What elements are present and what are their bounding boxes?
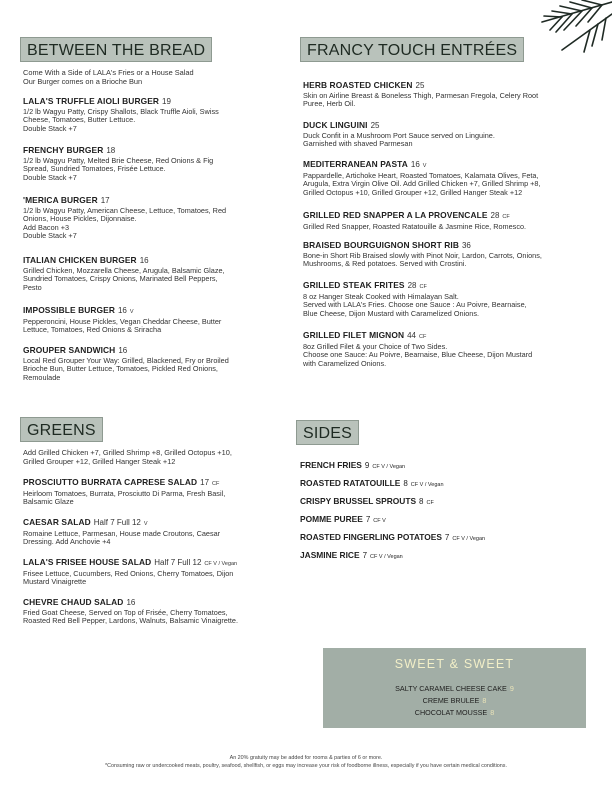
item-price: Half 7 Full 12 — [154, 558, 202, 567]
item-desc: 1/2 lb Wagyu Patty, American Cheese, Lettuce, Tomatoes, Red Onions, House Pickles, Dijonnaise. Add Bacon +3 Double Stack +7 — [23, 205, 227, 241]
item-name: JASMINE RICE — [300, 550, 360, 560]
menu-item-caesar-salad — [23, 518, 220, 547]
item-tag: V — [129, 309, 134, 315]
item-price: 8 — [419, 497, 424, 506]
item-desc: 8oz Grilled Filet & your Choice of Two Sides. Choose one Sauce: Au Poivre, Bearnaise, Blue Cheese, Dijon Mustard with Caramelized Onions. — [303, 341, 533, 368]
item-tag: CF V / Vegan — [452, 536, 486, 542]
item-desc: 8 oz Hanger Steak Cooked with Himalayan Salt. Served with LALA's Fries. Choose one Sauce : Au Poivre, Bearnaise, Blue Cheese, Dijon Mustard with Caramelized Onions. — [303, 291, 527, 318]
item-tag: CF V / Vegan — [410, 482, 444, 488]
menu-item-grouper-sandwich — [23, 346, 229, 382]
menu-item-herb-roasted-chicken — [303, 81, 538, 109]
item-price: 17 — [200, 478, 210, 487]
item-name: IMPOSSIBLE BURGER — [23, 305, 115, 315]
menu-item-merica-burger — [23, 196, 226, 241]
item-desc: Romaine Lettuce, Parmesan, House made Croutons, Caesar Dressing. Add Anchovie +4 — [23, 528, 221, 547]
menu-item-frisee-salad — [23, 558, 237, 587]
item-name: GRILLED STEAK FRITES — [303, 280, 405, 290]
item-price: 28 — [407, 281, 417, 290]
menu-item-italian-chicken-burger — [23, 256, 225, 292]
section-title-greens: GREENS — [20, 417, 103, 442]
consumption-warning: *Consuming raw or undercooked meats, poultry, seafood, shellfish, or eggs may increase your risk of foodborne illness, especially if you have certain medical conditions. — [104, 763, 507, 769]
gratuity-note: An 20% gratuity may be added for rooms & parties of 6 or more. — [229, 755, 383, 761]
item-name: DUCK LINGUINI — [303, 120, 368, 130]
item-tag: CF — [426, 500, 434, 506]
item-tag: CF — [212, 481, 220, 487]
item-price: 8 — [482, 696, 487, 705]
item-tag: CF — [419, 334, 427, 340]
side-item-brussel-sprouts — [300, 496, 434, 506]
item-tag: CF V — [373, 518, 386, 524]
item-price: 16 — [117, 306, 127, 315]
side-item-pomme-puree — [300, 514, 386, 524]
item-price: 28 — [490, 211, 500, 220]
item-name: CAESAR SALAD — [23, 517, 91, 527]
item-price: 25 — [415, 81, 425, 90]
item-tag: CF — [419, 284, 427, 290]
item-desc: Skin on Airline Breast & Boneless Thigh, Parmesan Fregola, Celery Root Puree, Herb Oil. — [303, 90, 539, 109]
item-name: MEDITERRANEAN PASTA — [303, 159, 408, 169]
section-title-francy-touch: FRANCY TOUCH ENTRÉES — [300, 37, 524, 62]
item-price: 17 — [100, 196, 110, 205]
side-item-french-fries — [300, 460, 405, 470]
item-name: HERB ROASTED CHICKEN — [303, 80, 413, 90]
greens-intro: Add Grilled Chicken +7, Grilled Shrimp +8, Grilled Octopus +10, Grilled Grouper +12, Grilled Hanger Steak +12 — [23, 448, 232, 466]
item-name: PROSCIUTTO BURRATA CAPRESE SALAD — [23, 477, 198, 487]
section-title-between-the-bread: BETWEEN THE BREAD — [20, 37, 212, 62]
item-price: 9 — [364, 461, 370, 470]
item-name: CHOCOLAT MOUSSE — [414, 708, 488, 717]
dessert-item-cheesecake — [323, 684, 586, 693]
menu-item-chevre-chaud — [23, 598, 238, 626]
item-desc: Heirloom Tomatoes, Burrata, Prosciutto Di Parma, Fresh Basil, Balsamic Glaze — [23, 488, 226, 507]
item-name: SALTY CARAMEL CHEESE CAKE — [395, 684, 507, 693]
burger-intro: Come With a Side of LALA's Fries or a House Salad Our Burger comes on a Brioche Bun — [23, 68, 194, 86]
dessert-panel — [323, 648, 586, 728]
item-name: ROASTED FINGERLING POTATOES — [300, 532, 442, 542]
menu-item-burrata-caprese — [23, 478, 225, 507]
item-desc: Pappardelle, Artichoke Heart, Roasted Tomatoes, Kalamata Olives, Feta, Arugula, Extra Virgin Olive Oil. Add Grilled Chicken +7, Grilled Shrimp +8, Grilled Octopus +10, Grilled Grouper +12, Grilled Hanger Steak +12 — [303, 170, 541, 197]
side-item-ratatouille — [300, 478, 444, 488]
item-price: 16 — [126, 598, 136, 607]
item-name: GRILLED RED SNAPPER A LA PROVENCALE — [303, 210, 488, 220]
item-desc: 1/2 lb Wagyu Patty, Melted Brie Cheese, Red Onions & Fig Spread, Sundried Tomatoes, Frisée Lettuce. Double Stack +7 — [23, 155, 214, 182]
menu-item-duck-linguini — [303, 121, 495, 149]
item-desc: Duck Confit in a Mushroom Port Sauce served on Linguine. Garnished with shaved Parmesan — [303, 130, 495, 149]
dessert-item-chocolat-mousse — [323, 708, 586, 717]
item-name: GROUPER SANDWICH — [23, 345, 116, 355]
item-price: 36 — [461, 241, 471, 250]
dessert-title: SWEET & SWEET — [394, 657, 515, 671]
item-price: Half 7 Full 12 — [93, 518, 141, 527]
item-tag: CF — [502, 214, 510, 220]
item-name: FRENCHY BURGER — [23, 145, 104, 155]
item-price: 18 — [106, 146, 116, 155]
item-tag: V — [143, 521, 148, 527]
item-desc: Bone-in Short Rib Braised slowly with Pinot Noir, Lardon, Carrots, Onions, Mushrooms, & Red potatoes. Served with Crostini. — [303, 250, 542, 269]
menu-item-truffle-burger — [23, 97, 219, 133]
side-item-jasmine-rice — [300, 550, 403, 560]
menu-item-filet-mignon — [303, 331, 532, 368]
item-price: 8 — [490, 708, 495, 717]
item-desc: Pepperoncini, House Pickles, Vegan Cheddar Cheese, Butter Lettuce, Tomatoes, Red Onions & Sriracha — [23, 316, 222, 335]
item-price: 25 — [370, 121, 380, 130]
item-tag: V — [422, 163, 427, 169]
section-title-sides: SIDES — [296, 420, 359, 445]
item-desc: Local Red Grouper Your Way: Grilled, Blackened, Fry or Broiled Brioche Bun, Butter Lettuce, Tomatoes, Pickled Red Onions, Remoulade — [23, 355, 229, 382]
item-name: 'MERICA BURGER — [23, 195, 98, 205]
item-price: 16 — [118, 346, 128, 355]
dessert-item-creme-brulee — [323, 696, 586, 705]
side-item-fingerling-potatoes — [300, 532, 485, 542]
item-price: 16 — [139, 256, 149, 265]
palm-leaf-icon — [522, 0, 612, 60]
item-price: 19 — [162, 97, 171, 106]
item-name: CHEVRE CHAUD SALAD — [23, 597, 124, 607]
item-price: 8 — [403, 479, 408, 488]
item-price: 16 — [410, 160, 420, 169]
item-name: BRAISED BOURGUIGNON SHORT RIB — [303, 240, 459, 250]
item-price: 7 — [362, 551, 368, 560]
menu-item-red-snapper — [303, 211, 526, 231]
item-desc: Fried Goat Cheese, Served on Top of Frisée, Cherry Tomatoes, Roasted Red Bell Pepper, Lardons, Walnuts, Balsamic Vinaigrette. — [23, 607, 238, 626]
item-price: 7 — [365, 515, 371, 524]
menu-item-mediterranean-pasta — [303, 160, 541, 197]
item-desc: 1/2 lb Wagyu Patty, Crispy Shallots, Black Truffle Aioli, Swiss Cheese, Tomatoes, Butter Lettuce. Double Stack +7 — [23, 106, 219, 133]
item-name: ROASTED RATATOUILLE — [300, 478, 401, 488]
item-name: LALA'S FRISEE HOUSE SALAD — [23, 557, 152, 567]
item-price: 44 — [407, 331, 417, 340]
menu-item-steak-frites — [303, 281, 527, 318]
item-name: GRILLED FILET MIGNON — [303, 330, 405, 340]
item-name: ITALIAN CHICKEN BURGER — [23, 255, 137, 265]
item-name: POMME PUREE — [300, 514, 363, 524]
item-name: FRENCH FRIES — [300, 460, 362, 470]
item-tag: CF V / Vegan — [370, 554, 403, 560]
menu-item-short-rib — [303, 241, 542, 269]
item-price: 9 — [509, 684, 514, 693]
menu-item-frenchy-burger — [23, 146, 213, 182]
item-name: CREME BRULEE — [422, 696, 480, 705]
item-price: 7 — [444, 533, 450, 542]
item-tag: CF V / Vegan — [372, 464, 406, 470]
menu-item-impossible-burger — [23, 306, 221, 335]
item-name: CRISPY BRUSSEL SPROUTS — [300, 496, 417, 506]
item-name: LALA'S TRUFFLE AIOLI BURGER — [23, 96, 160, 106]
item-desc: Frisee Lettuce, Cucumbers, Red Onions, Cherry Tomatoes, Dijon Mustard Vinaigrette — [23, 568, 234, 587]
item-tag: CF V / Vegan — [204, 561, 238, 567]
item-desc: Grilled Red Snapper, Roasted Ratatouille & Jasmine Rice, Romesco. — [303, 221, 527, 231]
item-desc: Grilled Chicken, Mozzarella Cheese, Arugula, Balsamic Glaze, Sundried Tomatoes, Crispy Onions, Marinated Bell Peppers, Pesto — [23, 265, 225, 292]
